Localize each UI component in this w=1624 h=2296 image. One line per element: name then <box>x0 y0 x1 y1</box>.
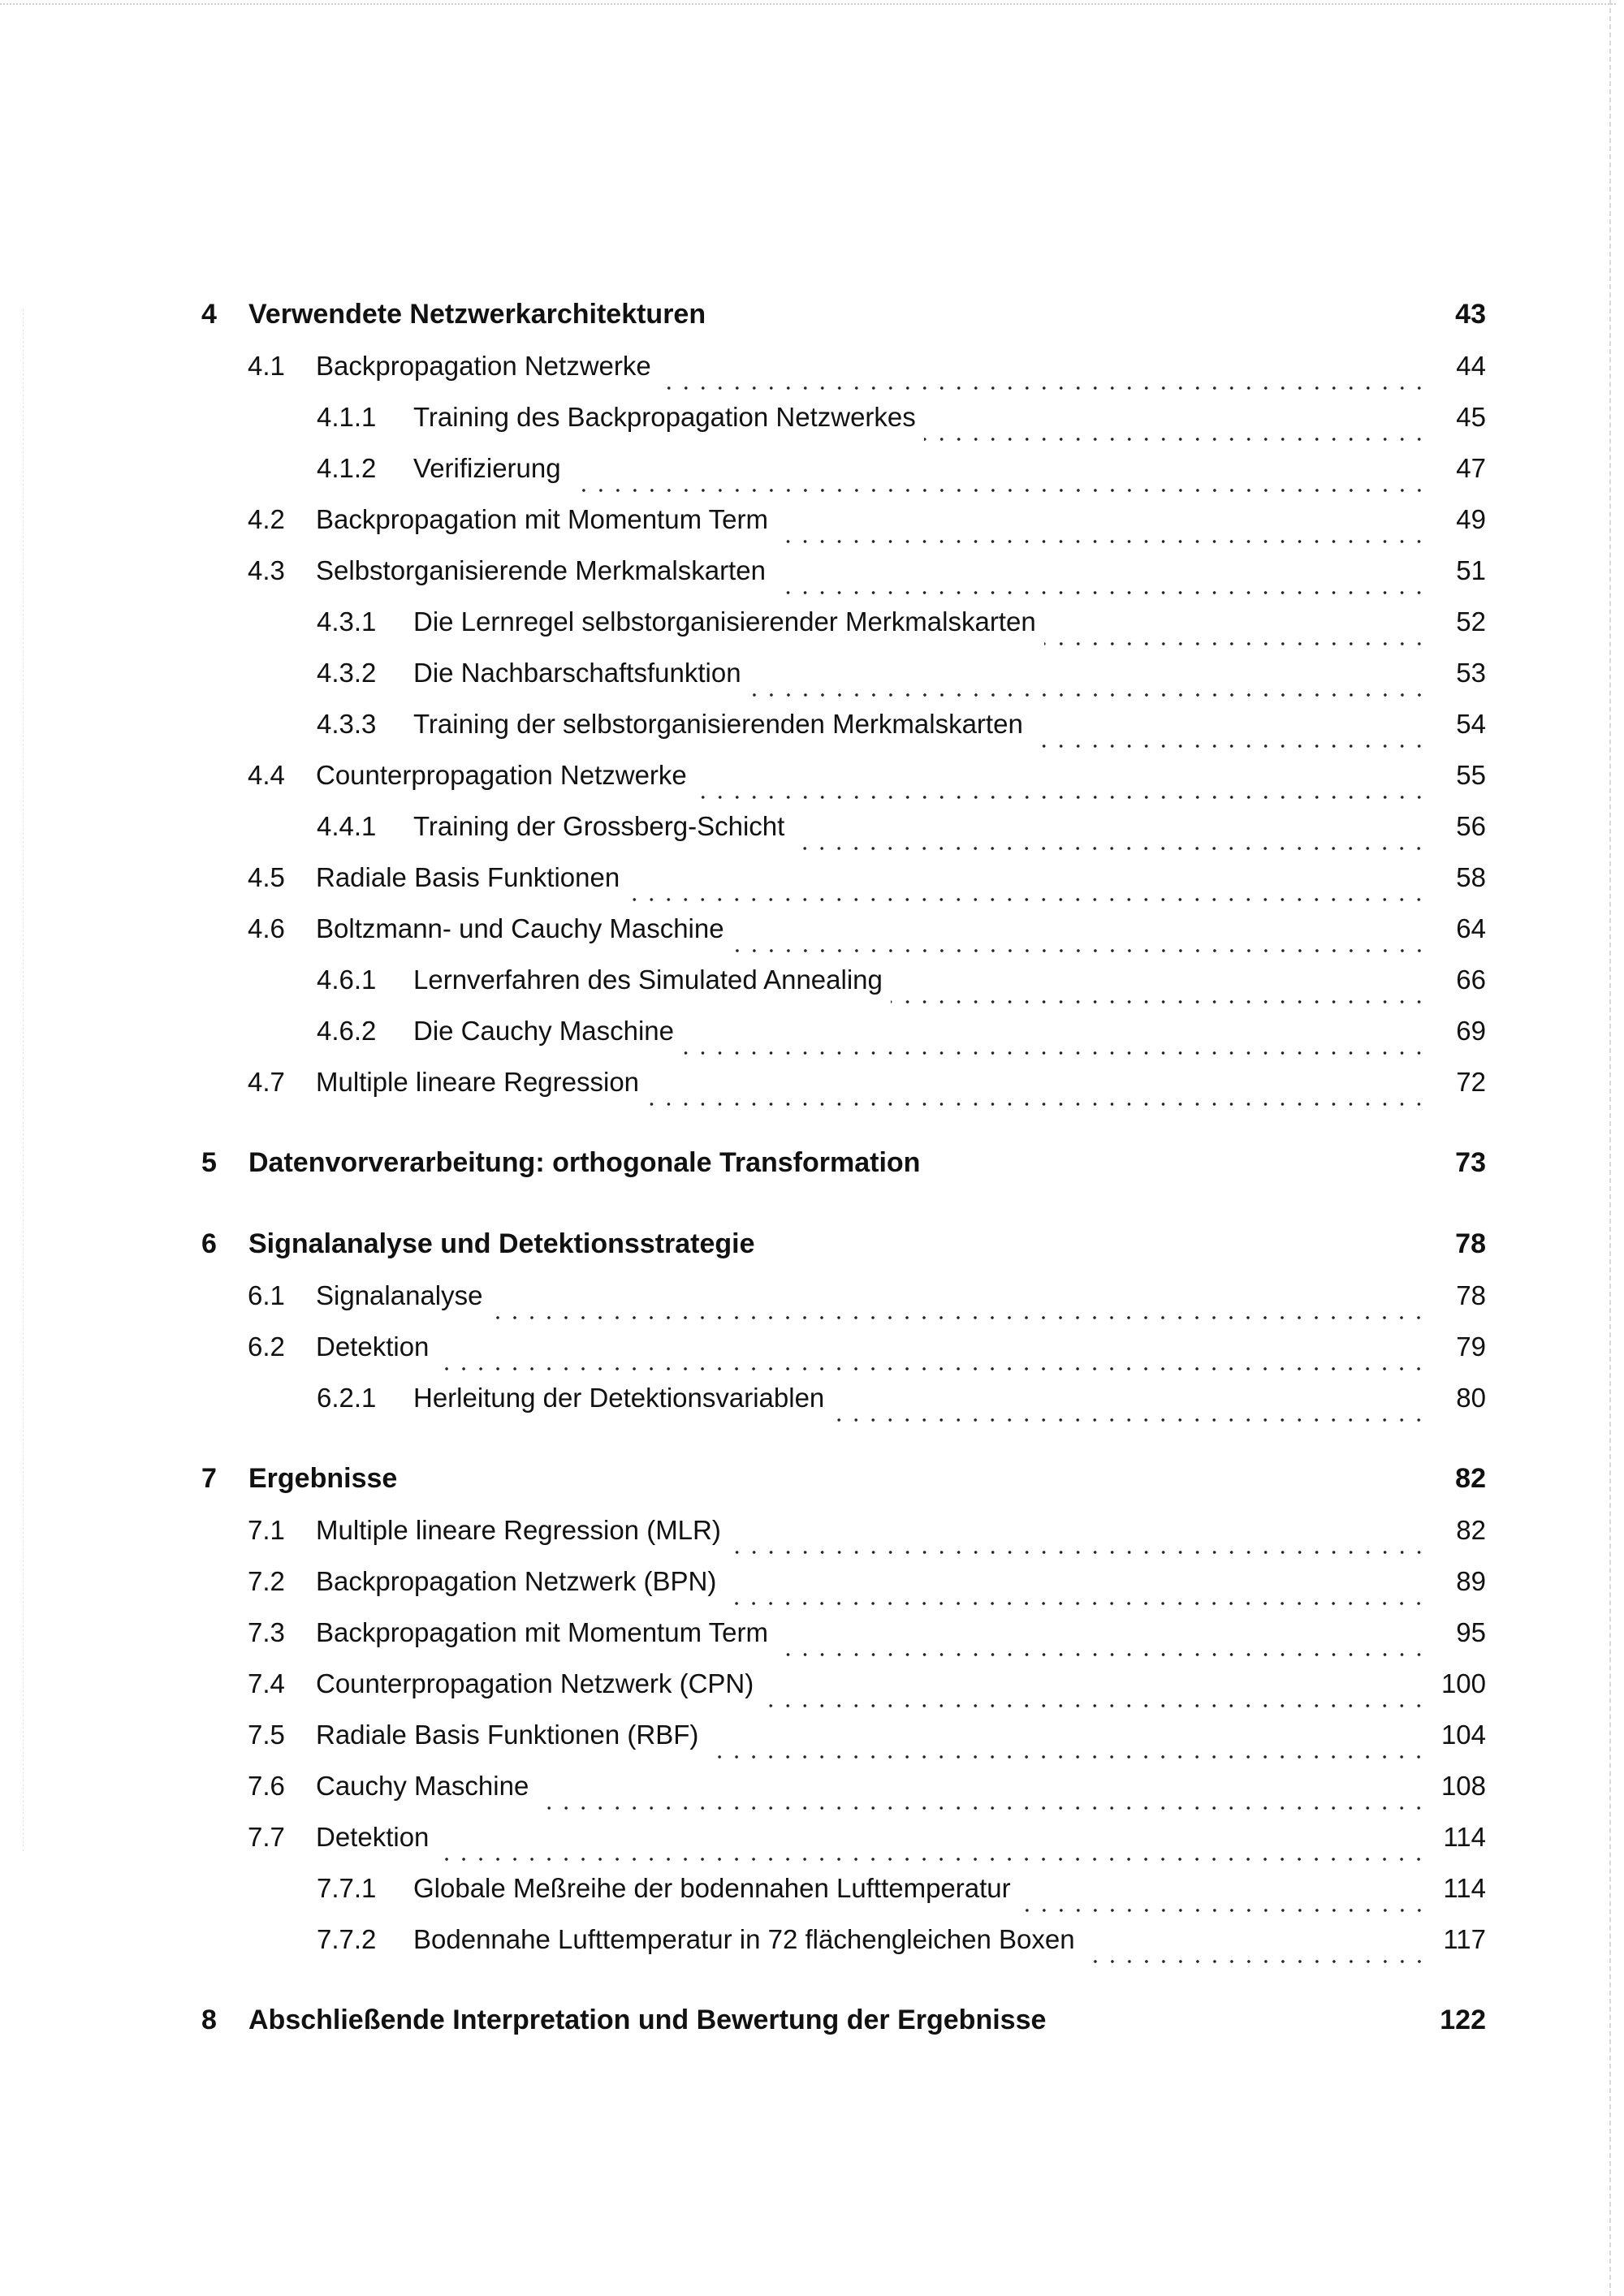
entry-title: Training der Grossberg-Schicht <box>413 811 785 841</box>
toc-section-entry[interactable] <box>201 1822 1486 1873</box>
dot-leader <box>659 386 1427 390</box>
toc-section-entry[interactable] <box>201 1067 1486 1118</box>
entry-page-number: 51 <box>1456 555 1486 585</box>
entry-page-number: 53 <box>1456 658 1486 688</box>
entry-title: Die Cauchy Maschine <box>413 1016 674 1046</box>
entry-title: Die Lernregel selbstorganisierender Merkmalskarten <box>413 606 1036 637</box>
entry-page-number: 56 <box>1456 811 1486 841</box>
chapter-page: 73 <box>1455 1147 1486 1178</box>
entry-number: 4.3.1 <box>317 606 377 637</box>
chapter-heading[interactable] <box>201 1228 1486 1280</box>
chapter-page: 82 <box>1455 1463 1486 1494</box>
chapter-number: 6 <box>201 1228 217 1259</box>
entry-page-number: 66 <box>1456 965 1486 995</box>
entry-page-number: 104 <box>1440 1720 1486 1750</box>
entry-number: 4.6.2 <box>317 1016 377 1046</box>
dot-leader <box>1044 642 1427 645</box>
entry-page-number: 49 <box>1456 504 1486 534</box>
entry-page-number: 114 <box>1443 1822 1486 1852</box>
dot-leader <box>695 796 1427 799</box>
dot-leader <box>793 847 1427 850</box>
toc-section-entry[interactable] <box>201 1668 1486 1720</box>
entry-number: 7.2 <box>248 1566 285 1596</box>
toc-section-entry[interactable] <box>201 1280 1486 1331</box>
dot-leader <box>762 1704 1427 1707</box>
dot-leader <box>1019 1909 1427 1912</box>
entry-number: 4.6 <box>248 913 285 943</box>
entry-title: Detektion <box>316 1331 430 1362</box>
toc-subsection-entry[interactable] <box>201 606 1486 658</box>
toc-section-entry[interactable] <box>201 862 1486 913</box>
toc-subsection-entry[interactable] <box>201 658 1486 709</box>
entry-number: 7.7.1 <box>317 1873 377 1903</box>
entry-number: 6.2 <box>248 1331 285 1362</box>
chapter-title: Ergebnisse <box>248 1463 398 1494</box>
toc-subsection-entry[interactable] <box>201 1924 1486 1975</box>
entry-title: Cauchy Maschine <box>316 1771 529 1801</box>
dot-leader <box>682 1051 1427 1055</box>
entry-title: Backpropagation mit Momentum Term <box>316 1617 768 1647</box>
dot-leader <box>437 1858 1427 1861</box>
toc-chapter <box>201 2005 1486 2056</box>
dot-leader <box>749 693 1427 697</box>
entry-page-number: 78 <box>1456 1280 1486 1310</box>
entry-page-number: 108 <box>1440 1771 1486 1801</box>
toc-subsection-entry[interactable] <box>201 402 1486 453</box>
toc-subsection-entry[interactable] <box>201 965 1486 1016</box>
entry-title: Herleitung der Detektionsvariablen <box>413 1383 825 1413</box>
chapter-page: 122 <box>1440 2005 1486 2035</box>
entry-number: 4.2 <box>248 504 285 534</box>
chapter-number: 8 <box>201 2005 217 2035</box>
entry-page-number: 80 <box>1456 1383 1486 1413</box>
entry-number: 4.5 <box>248 862 285 892</box>
dot-leader <box>706 1755 1427 1759</box>
entry-number: 4.1.2 <box>317 453 377 483</box>
chapter-title: Verwendete Netzwerkarchitekturen <box>248 299 706 330</box>
entry-title: Bodennahe Lufttemperatur in 72 flächengleichen Boxen <box>413 1924 1075 1954</box>
dot-leader <box>537 1806 1427 1810</box>
chapter-page: 78 <box>1455 1228 1486 1259</box>
entry-number: 4.4 <box>248 760 285 790</box>
chapter-number: 5 <box>201 1147 217 1178</box>
toc-section-entry[interactable] <box>201 351 1486 402</box>
entry-number: 7.3 <box>248 1617 285 1647</box>
toc-subsection-entry[interactable] <box>201 1016 1486 1067</box>
entry-page-number: 64 <box>1456 913 1486 943</box>
chapter-heading[interactable] <box>201 1463 1486 1515</box>
toc-section-entry[interactable] <box>201 1617 1486 1668</box>
scan-edge-left <box>23 309 24 1851</box>
dot-leader <box>832 1418 1427 1422</box>
entry-title: Backpropagation mit Momentum Term <box>316 504 768 534</box>
entry-number: 7.1 <box>248 1515 285 1545</box>
chapter-number: 4 <box>201 299 217 330</box>
entry-title: Detektion <box>316 1822 430 1852</box>
dot-leader <box>569 489 1427 492</box>
toc-chapter <box>201 299 1486 1118</box>
toc-section-entry[interactable] <box>201 913 1486 965</box>
entry-title: Signalanalyse <box>316 1280 483 1310</box>
entry-number: 7.4 <box>248 1668 285 1698</box>
entry-page-number: 44 <box>1456 351 1486 381</box>
entry-number: 4.3 <box>248 555 285 585</box>
entry-number: 7.5 <box>248 1720 285 1750</box>
entry-number: 4.1 <box>248 351 285 381</box>
dot-leader <box>1083 1960 1427 1963</box>
chapter-heading[interactable] <box>201 1147 1486 1199</box>
chapter-heading[interactable] <box>201 299 1486 351</box>
dot-leader <box>924 438 1427 441</box>
entry-page-number: 52 <box>1456 606 1486 637</box>
entry-title: Multiple lineare Regression <box>316 1067 640 1097</box>
chapter-title: Signalanalyse und Detektionsstrategie <box>248 1228 755 1259</box>
dot-leader <box>724 1602 1427 1605</box>
toc-section-entry[interactable] <box>201 1771 1486 1822</box>
entry-title: Boltzmann- und Cauchy Maschine <box>316 913 724 943</box>
toc-section-entry[interactable] <box>201 760 1486 811</box>
dot-leader <box>776 540 1427 543</box>
entry-title: Selbstorganisierende Merkmalskarten <box>316 555 766 585</box>
entry-title: Radiale Basis Funktionen (RBF) <box>316 1720 699 1750</box>
entry-page-number: 58 <box>1456 862 1486 892</box>
entry-number: 4.7 <box>248 1067 285 1097</box>
scan-edge-top <box>0 3 1616 5</box>
chapter-number: 7 <box>201 1463 217 1494</box>
dot-leader <box>891 1000 1427 1003</box>
toc-chapter <box>201 1463 1486 1975</box>
entry-title: Backpropagation Netzwerke <box>316 351 651 381</box>
dot-leader <box>1031 744 1427 748</box>
entry-number: 4.1.1 <box>317 402 377 432</box>
entry-number: 4.3.3 <box>317 709 377 739</box>
entry-title: Die Nachbarschaftsfunktion <box>413 658 741 688</box>
entry-title: Counterpropagation Netzwerke <box>316 760 687 790</box>
chapter-page: 43 <box>1455 299 1486 330</box>
toc-subsection-entry[interactable] <box>201 1873 1486 1924</box>
toc-section-entry[interactable] <box>201 1331 1486 1383</box>
entry-page-number: 55 <box>1456 760 1486 790</box>
toc-section-entry[interactable] <box>201 504 1486 555</box>
entry-number: 4.3.2 <box>317 658 377 688</box>
table-of-contents <box>201 299 1486 2086</box>
entry-number: 4.6.1 <box>317 965 377 995</box>
entry-page-number: 69 <box>1456 1016 1486 1046</box>
dot-leader <box>490 1316 1427 1319</box>
entry-title: Radiale Basis Funktionen <box>316 862 620 892</box>
dot-leader <box>437 1367 1427 1370</box>
entry-page-number: 54 <box>1456 709 1486 739</box>
entry-title: Training des Backpropagation Netzwerkes <box>413 402 916 432</box>
scan-edge-right <box>1609 0 1611 2296</box>
entry-page-number: 100 <box>1440 1668 1486 1698</box>
entry-title: Training der selbstorganisierenden Merkmalskarten <box>413 709 1023 739</box>
entry-title: Backpropagation Netzwerk (BPN) <box>316 1566 717 1596</box>
entry-page-number: 89 <box>1456 1566 1486 1596</box>
toc-chapter <box>201 1147 1486 1199</box>
dot-leader <box>647 1103 1427 1106</box>
toc-subsection-entry[interactable] <box>201 811 1486 862</box>
entry-number: 7.6 <box>248 1771 285 1801</box>
entry-number: 6.2.1 <box>317 1383 377 1413</box>
entry-title: Multiple lineare Regression (MLR) <box>316 1515 721 1545</box>
toc-subsection-entry[interactable] <box>201 1383 1486 1434</box>
toc-chapter <box>201 1228 1486 1434</box>
entry-page-number: 45 <box>1456 402 1486 432</box>
toc-subsection-entry[interactable] <box>201 453 1486 504</box>
dot-leader <box>628 898 1427 901</box>
entry-page-number: 79 <box>1456 1331 1486 1362</box>
toc-subsection-entry[interactable] <box>201 709 1486 760</box>
toc-section-entry[interactable] <box>201 1720 1486 1771</box>
toc-section-entry[interactable] <box>201 1515 1486 1566</box>
dot-leader <box>732 949 1427 952</box>
entry-title: Counterpropagation Netzwerk (CPN) <box>316 1668 754 1698</box>
chapter-heading[interactable] <box>201 2005 1486 2056</box>
chapter-title: Datenvorverarbeitung: orthogonale Transformation <box>248 1147 921 1178</box>
entry-page-number: 95 <box>1456 1617 1486 1647</box>
entry-number: 7.7 <box>248 1822 285 1852</box>
chapter-title: Abschließende Interpretation und Bewertung der Ergebnisse <box>248 2005 1047 2035</box>
entry-page-number: 117 <box>1443 1924 1486 1954</box>
entry-page-number: 82 <box>1456 1515 1486 1545</box>
dot-leader <box>729 1551 1427 1554</box>
dot-leader <box>774 591 1427 594</box>
entry-number: 7.7.2 <box>317 1924 377 1954</box>
entry-page-number: 47 <box>1456 453 1486 483</box>
entry-page-number: 72 <box>1456 1067 1486 1097</box>
entry-number: 6.1 <box>248 1280 285 1310</box>
toc-section-entry[interactable] <box>201 555 1486 606</box>
entry-page-number: 114 <box>1443 1873 1486 1903</box>
entry-title: Lernverfahren des Simulated Annealing <box>413 965 883 995</box>
entry-number: 4.4.1 <box>317 811 377 841</box>
dot-leader <box>776 1653 1427 1656</box>
entry-title: Verifizierung <box>413 453 561 483</box>
toc-section-entry[interactable] <box>201 1566 1486 1617</box>
entry-title: Globale Meßreihe der bodennahen Lufttemperatur <box>413 1873 1011 1903</box>
